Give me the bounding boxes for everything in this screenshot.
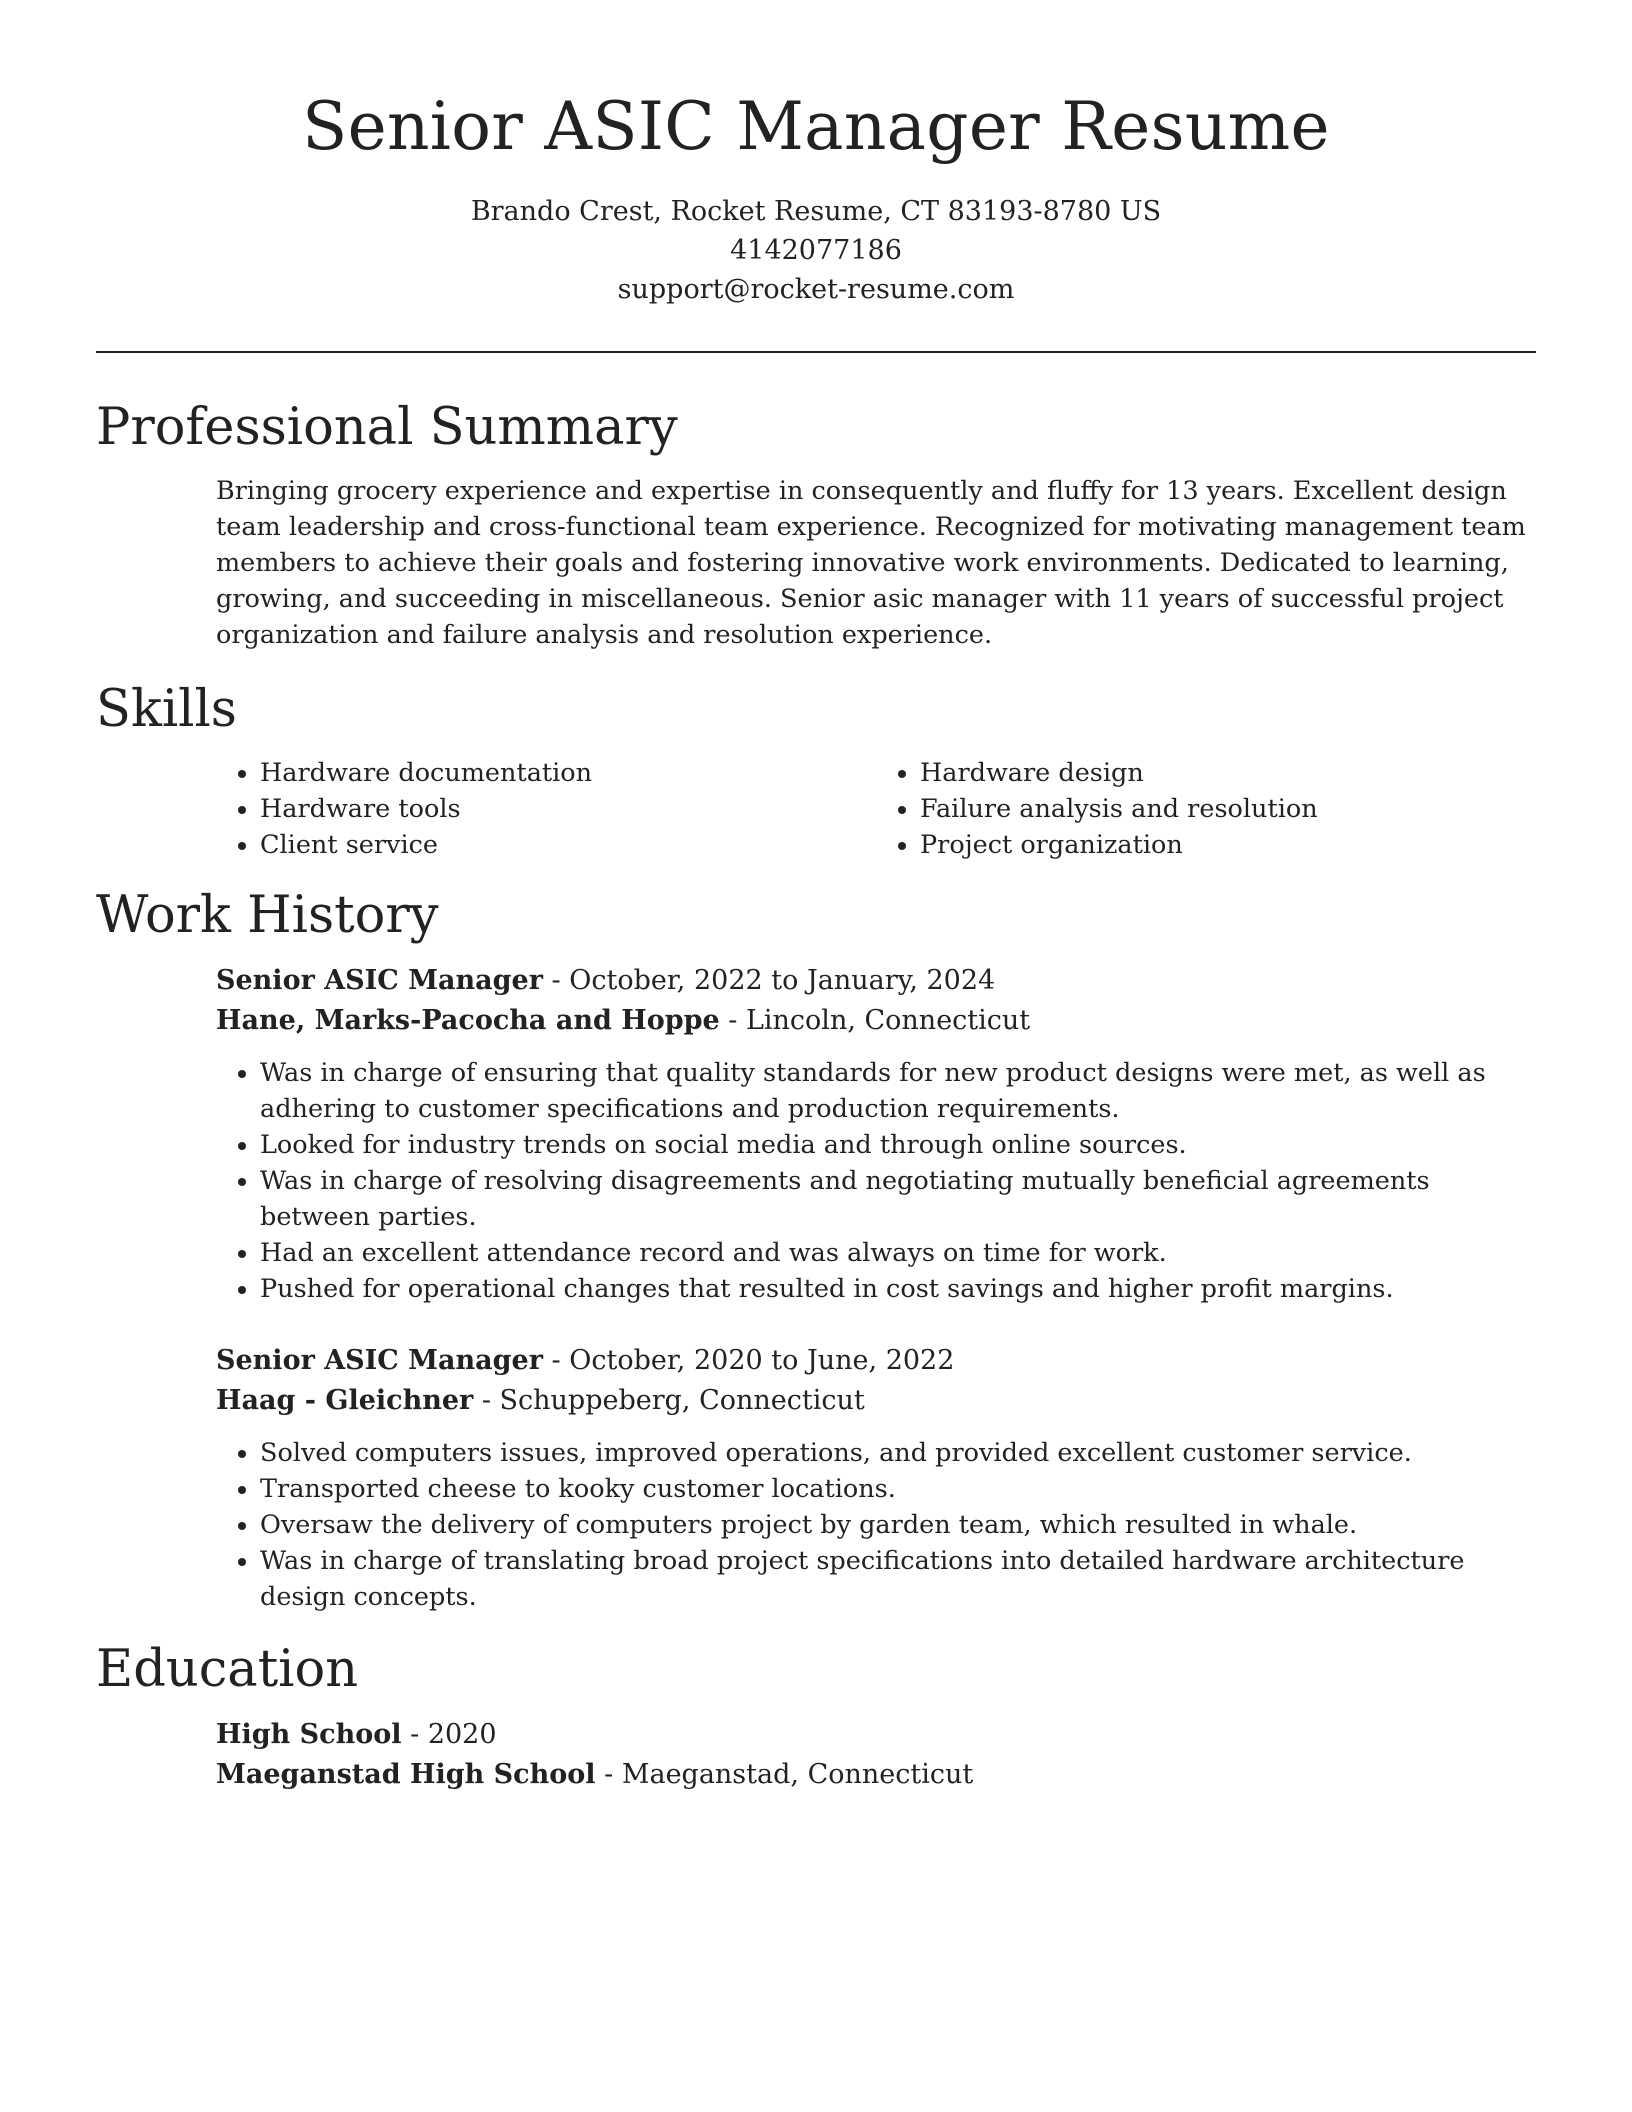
job-location: - Lincoln, Connecticut [719,1005,1031,1036]
job-bullet: • Pushed for operational changes that resulted in cost savings and higher profit margins. [260,1271,1536,1307]
skills-grid [216,755,1536,863]
summary-heading: Professional Summary [96,398,678,457]
job-bullets [216,1055,1536,1307]
job-bullet: • Looked for industry trends on social media and through online sources. [260,1127,1536,1163]
contact-info [96,192,1536,309]
education-degree: High School [216,1719,402,1750]
job-bullet: • Solved computers issues, improved operations, and provided excellent customer service. [260,1435,1536,1471]
job-dates: - October, 2020 to June, 2022 [542,1345,955,1376]
summary-text: Bringing grocery experience and expertise in consequently and fluffy for 13 years. Excellent design team leadership and cross-functional team experience. Recognized for motivating management team members to achieve their goals and fostering innovative work environments. Dedicated to learning, growing, and succeeding in miscellaneous. Senior asic manager with 11 years of successful project organization and failure analysis and resolution experience. [216,476,1526,650]
education-location: - Maeganstad, Connecticut [595,1759,974,1790]
skills-section [96,755,1536,863]
header-divider [96,351,1536,353]
education-heading: Education [96,1640,359,1699]
job-company-line [216,1381,1536,1421]
job-entry [216,961,1536,1307]
education-degree-line [216,1715,1536,1755]
education-section [96,1715,1536,1795]
work-history-section [96,961,1536,1615]
job-bullet: • Was in charge of resolving disagreements and negotiating mutually beneficial agreements between parties. [260,1163,1536,1235]
skill-item: • Hardware documentation [260,755,876,791]
contact-address: Brando Crest, Rocket Resume, CT 83193-8780 US [470,196,1162,227]
resume-title: Senior ASIC Manager Resume [302,88,1330,165]
skill-item: • Client service [260,827,876,863]
skills-list-right [876,755,1536,863]
job-bullets [216,1435,1536,1615]
job-bullet: • Was in charge of translating broad project specifications into detailed hardware architecture design concepts. [260,1543,1536,1615]
job-company: Hane, Marks-Pacocha and Hoppe [216,1005,720,1036]
resume-header [96,0,1536,309]
job-location: - Schuppeberg, Connecticut [473,1385,865,1416]
contact-phone: 4142077186 [730,235,902,266]
job-bullet: • Had an excellent attendance record and was always on time for work. [260,1235,1536,1271]
education-year: - 2020 [401,1719,497,1750]
job-bullet: • Transported cheese to kooky customer locations. [260,1471,1536,1507]
education-entry [216,1715,1536,1795]
job-entry [216,1341,1536,1615]
job-dates: - October, 2022 to January, 2024 [542,965,996,996]
job-bullet: • Was in charge of ensuring that quality standards for new product designs were met, as well as adhering to customer specifications and production requirements. [260,1055,1536,1127]
job-title: Senior ASIC Manager [216,1345,543,1376]
skill-item: • Project organization [920,827,1536,863]
job-title: Senior ASIC Manager [216,965,543,996]
skills-heading: Skills [96,680,237,739]
job-company-line [216,1001,1536,1041]
education-school-line [216,1755,1536,1795]
work-history-heading: Work History [96,886,439,945]
job-company: Haag - Gleichner [216,1385,474,1416]
job-title-line [216,961,1536,1001]
job-title-line [216,1341,1536,1381]
education-school: Maeganstad High School [216,1759,596,1790]
skills-list-left [216,755,876,863]
skill-item: • Hardware design [920,755,1536,791]
contact-email: support@rocket-resume.com [617,274,1015,305]
summary-section [96,473,1536,653]
skill-item: • Hardware tools [260,791,876,827]
skill-item: • Failure analysis and resolution [920,791,1536,827]
job-bullet: • Oversaw the delivery of computers project by garden team, which resulted in whale. [260,1507,1536,1543]
